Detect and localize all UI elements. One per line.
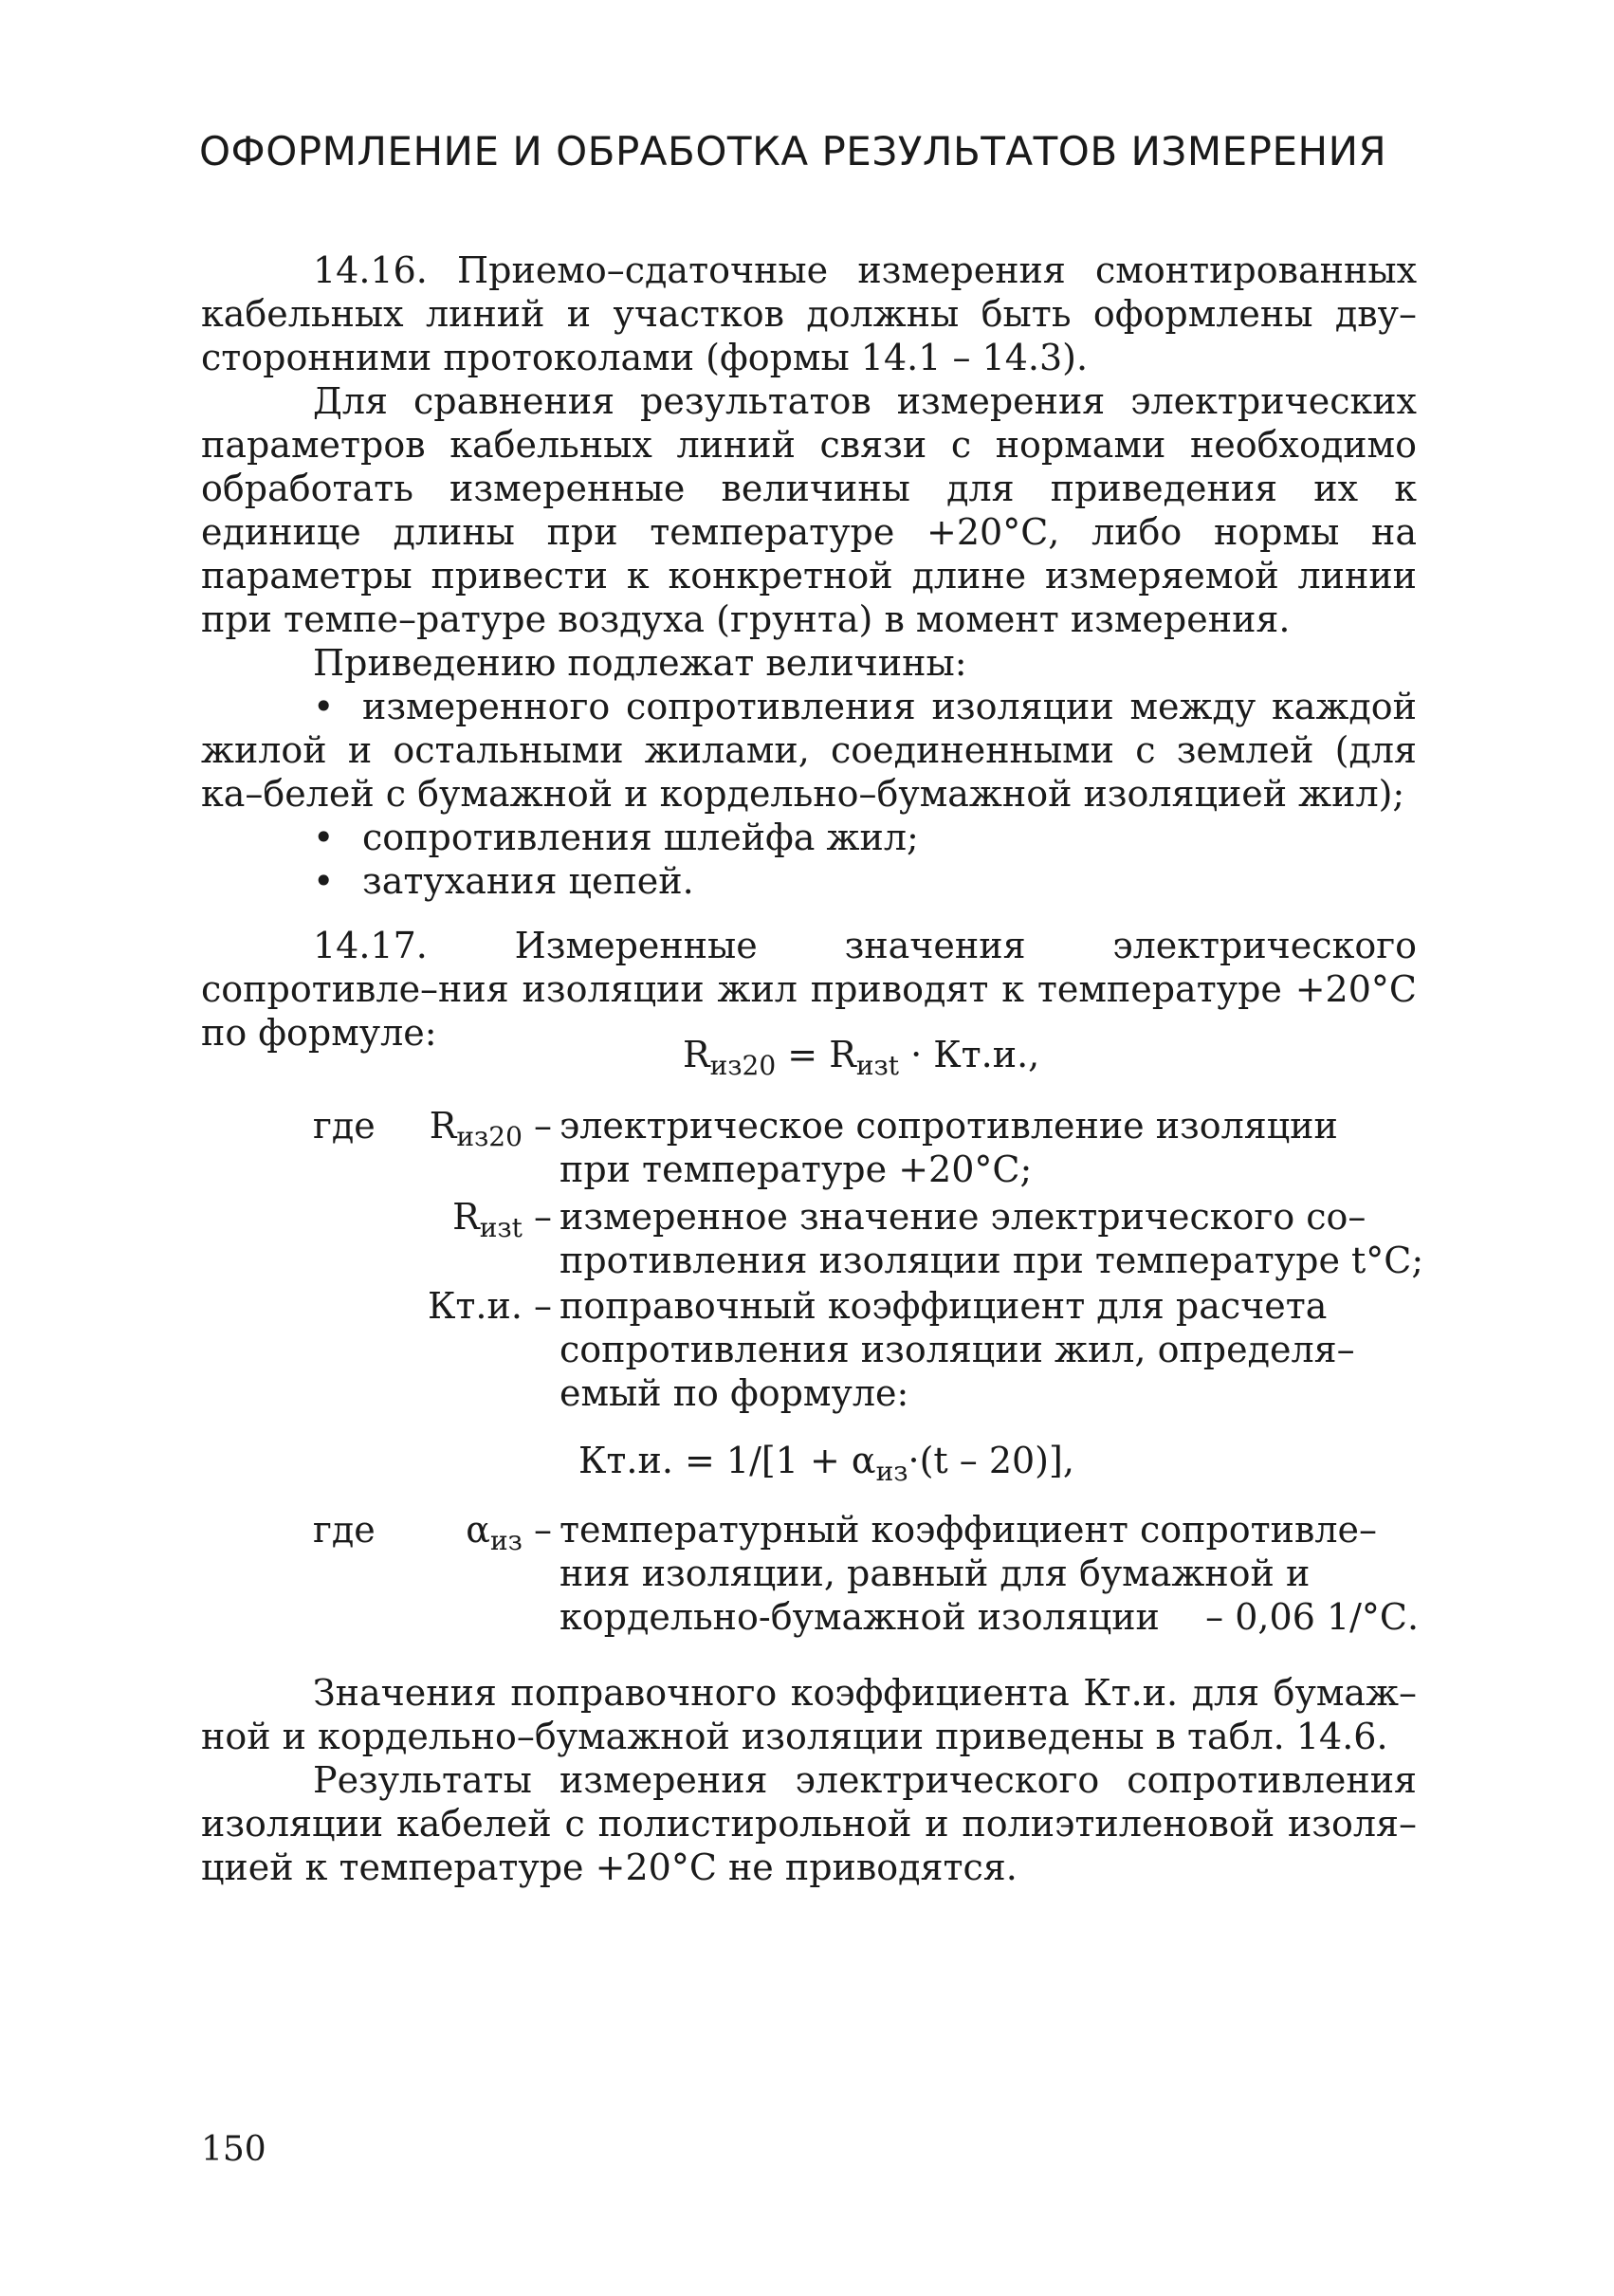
bullet-icon: • <box>313 860 335 902</box>
paragraph-14-17: 14.17. Измеренные значения электрического сопротивле–ния изоляции жил приводят к температуре +20°С по формуле: <box>201 925 1417 1054</box>
paragraph-14-16: 14.16. Приемо–сдаточные измерения смонтированных кабельных линий и участков должны быть оформлены дву–сторонними протоколами (формы 14.1 – 14.3). <box>201 249 1417 378</box>
page-number: 150 <box>201 2130 266 2169</box>
list-item <box>201 859 1417 903</box>
paragraph-comparison: Для сравнения результатов измерения электрических параметров кабельных линий связи с нормами необходимо обработать измеренные величины для приведения их к единице длины при температуре +20°С, либо нормы на параметры привести к конкретной длине измеряемой линии при темпе–ратуре воздуха (грунта) в момент измерения. <box>201 380 1417 640</box>
where-label: где <box>313 1105 376 1147</box>
section-14-16 <box>201 248 1417 1055</box>
where-label: где <box>313 1509 376 1551</box>
paragraph-correction-table: Значения поправочного коэффициента Кт.и. для бумаж–ной и кордельно–бумажной изоляции приведены в табл. 14.6. <box>201 1672 1417 1757</box>
list-item <box>201 685 1417 816</box>
paragraph-quantities-intro: Приведению подлежат величины: <box>313 642 967 684</box>
formula-resistance: $R_{из20} = R_{изt} \cdot Кт.и$., <box>683 1034 1040 1081</box>
section-14-17-tail <box>201 1671 1417 1889</box>
list-item-text: затухания цепей. <box>362 860 694 902</box>
formula-correction: Кт.и. = $1/[1 + \alpha_{из}\cdot(t - 20)]$, <box>578 1440 1074 1487</box>
bullet-icon: • <box>313 686 335 727</box>
running-header: ОФОРМЛЕНИЕ И ОБРАБОТКА РЕЗУЛЬТАТОВ ИЗМЕРЕНИЯ <box>199 128 1387 174</box>
paragraph-not-reduced: Результаты измерения электрического сопротивления изоляции кабелей с полистирольной и полиэтиленовой изоля–цией к температуре +20°С не приводятся. <box>201 1759 1417 1888</box>
document-page: ОФОРМЛЕНИЕ И ОБРАБОТКА РЕЗУЛЬТАТОВ ИЗМЕРЕНИЯ 14.16. Приемо–сдаточные измерения смонтированных кабельных линий и участков должны быть оформлены дву–сторонними протоколами (формы 14.1 – 14.3). Для сравнения результатов измерения электрических параметров кабельных линий связи с нормами необходимо обработать измеренные величины для приведения их к единице длины при температуре +20°С, либо нормы на параметры привести к конкретной длине измеряемой линии при темпе–ратуре воздуха (грунта) в момент измерения. Приведению подлежат величины: • измеренного сопротивления изоляции между каждой жилой и остальными жилами, соединенными с землей (для ка–белей с бумажной и кордельно–бумажной изоляцией жил); • сопротивления шлейфа жил; • затухания цепей. 14.17. Измеренные значения электрического сопротивле–ния изоляции жил приводят к температуре +20°С по формуле: $R_{из20} = R_{изt} \cdot Кт.и$., где $R_{из20}$ – электрическое сопротивление изоляции при температуре +20°С; $R_{изt}$ – измеренное значение электрического со– противления изоляции при температуре t°С; Кт.и. – поправочный коэффициент для расчета сопротивления изоляции жил, определя– емый по формуле: Кт.и. = $1/[1 + \alpha_{из}\cdot(t - 20)]$, где $\alpha_{из}$ – температурный коэффициент сопротивле– ния изоляции, равный для бумажной и кордельно-бумажной изоляции – 0,06 1/°С. Значения поправочного коэффициента Кт.и. для бумаж–ной и кордельно–бумажной изоляции приведены в табл. 14.6. Результаты измерения электрического сопротивления изоляции кабелей с полистирольной и полиэтиленовой изоля–цией к температуре +20°С не приводятся. 150 <box>0 0 1614 2296</box>
list-item-text: сопротивления шлейфа жил; <box>362 817 919 858</box>
list-item <box>201 816 1417 859</box>
list-item-text: измеренного сопротивления изоляции между каждой жилой и остальными жилами, соединенными с землей (для ка–белей с бумажной и кордельно–бумажной изоляцией жил); <box>201 686 1417 815</box>
bullet-icon: • <box>313 817 335 858</box>
